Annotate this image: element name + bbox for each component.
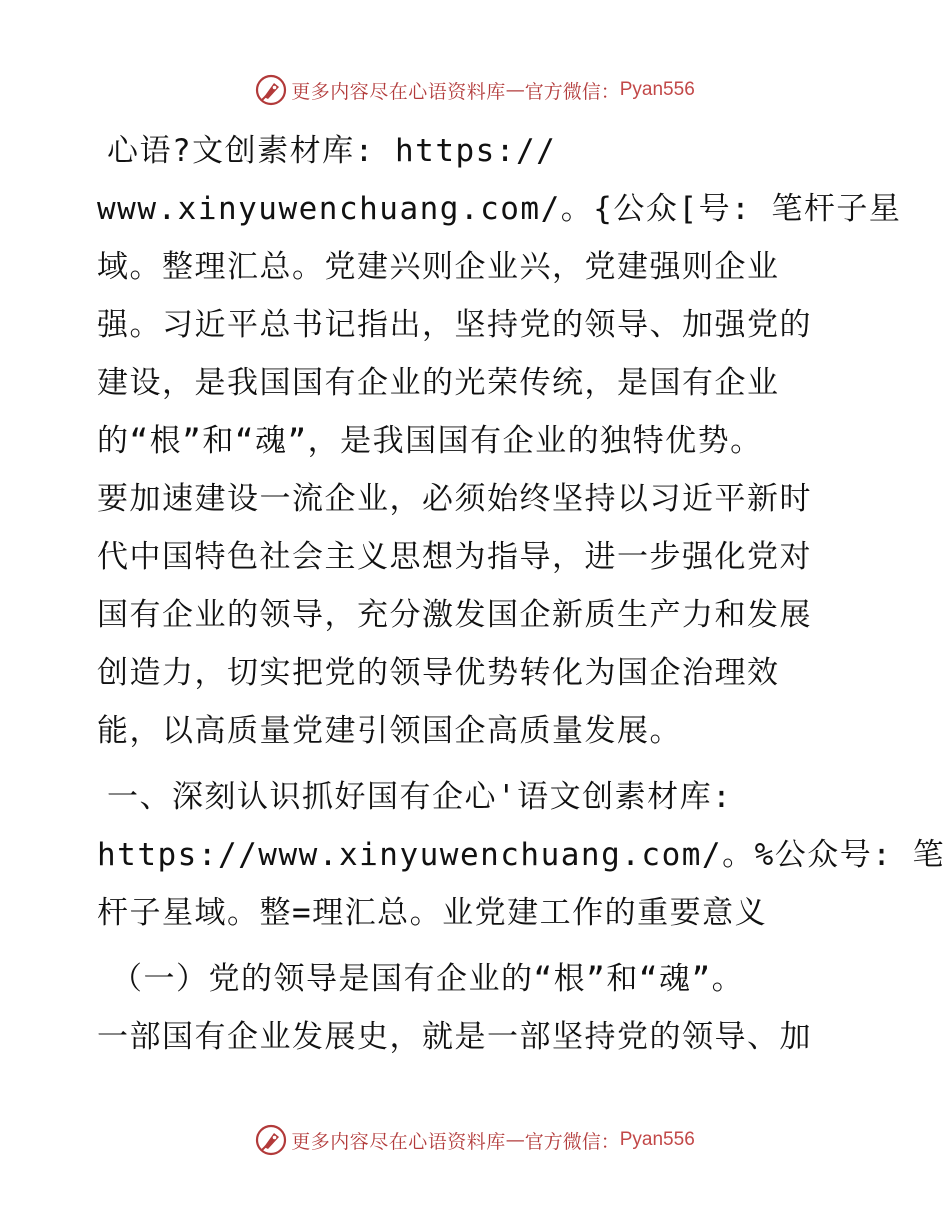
watermark-wechat-label: 官方微信： xyxy=(524,80,620,103)
subheading-line: （一）党的领导是国有企业的“根”和“魂”。 xyxy=(111,961,745,997)
paragraph-intro xyxy=(97,122,902,760)
watermark-text: 更多内容尽在心语资料库 xyxy=(291,1130,506,1153)
text-line: 能，以高质量党建引领国企高质量发展。 xyxy=(97,713,682,749)
pen-nib-logo-icon xyxy=(255,74,287,106)
watermark-text: 更多内容尽在心语资料库 xyxy=(291,80,506,103)
section-heading-one xyxy=(97,768,946,942)
text-line: 域。整理汇总。党建兴则企业兴，党建强则企业 xyxy=(97,249,780,285)
pen-nib-logo-icon xyxy=(255,1124,287,1156)
text-line: 建设，是我国国有企业的光荣传统，是国有企业 xyxy=(97,365,780,401)
watermark-separator: — xyxy=(505,1129,525,1151)
text-line: 强。习近平总书记指出，坚持党的领导、加强党的 xyxy=(97,307,812,343)
text-line: 心语?文创素材库: https:// xyxy=(107,133,557,169)
heading-line: https://www.xinyuwenchuang.com/。%公众号: 笔 xyxy=(97,837,946,873)
document-body xyxy=(97,122,946,1074)
watermark-separator: — xyxy=(505,79,525,101)
watermark-wechat-label: 官方微信： xyxy=(524,1130,620,1153)
text-line: 的“根”和“魂”，是我国国有企业的独特优势。 xyxy=(97,423,763,459)
text-line: 一部国有企业发展史，就是一部坚持党的领导、加 xyxy=(97,1019,812,1055)
header-watermark xyxy=(0,72,950,108)
watermark-wechat-id: Pyan556 xyxy=(619,1129,695,1150)
watermark-wechat-id: Pyan556 xyxy=(619,79,695,100)
text-line: 代中国特色社会主义思想为指导，进一步强化党对 xyxy=(97,539,812,575)
text-line: 创造力，切实把党的领导优势转化为国企治理效 xyxy=(97,655,780,691)
text-line: www.xinyuwenchuang.com/。{公众[号: 笔杆子星 xyxy=(97,191,902,227)
heading-line: 一、深刻认识抓好国有企心'语文创素材库: xyxy=(107,779,733,815)
heading-line: 杆子星域。整=理汇总。业党建工作的重要意义 xyxy=(97,895,768,931)
text-line: 国有企业的领导，充分激发国企新质生产力和发展 xyxy=(97,597,812,633)
footer-watermark xyxy=(0,1122,950,1158)
subsection-one xyxy=(97,950,857,1066)
text-line: 要加速建设一流企业，必须始终坚持以习近平新时 xyxy=(97,481,812,517)
